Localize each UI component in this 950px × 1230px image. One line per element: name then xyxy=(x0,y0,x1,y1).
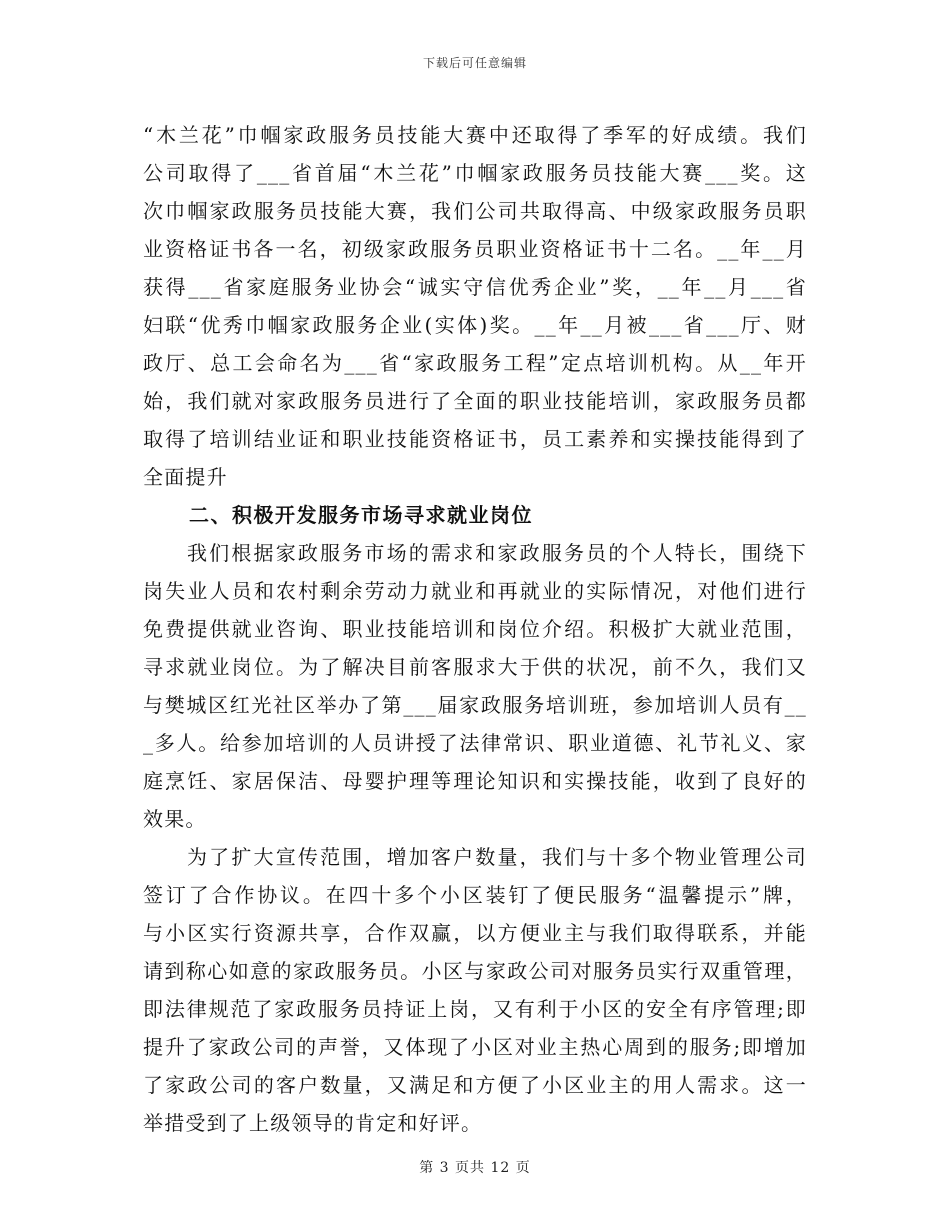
download-editable-note: 下载后可任意编辑 xyxy=(422,56,527,70)
text-line: 提升了家政公司的声誉，又体现了小区对业主热心周到的服务;即增加 xyxy=(143,1035,807,1059)
page-number: 第 3 页共 12 页 xyxy=(419,1160,531,1176)
text-line: 妇联“优秀巾帼家政服务企业(实体)奖。__年__月被___省___厅、财 xyxy=(143,313,807,337)
text-line: 与小区实行资源共享，合作双赢，以方便业主与我们取得联系，并能 xyxy=(143,921,807,945)
text-line: 效果。 xyxy=(143,807,207,831)
section-heading: 二、积极开发服务市场寻求就业岗位 xyxy=(189,503,533,527)
paragraph-employment xyxy=(143,534,807,838)
text-line: 始，我们就对家政服务员进行了全面的职业技能培训，家政服务员都 xyxy=(143,389,807,413)
text-line: 庭烹饪、家居保洁、母婴护理等理论知识和实操技能，收到了良好的 xyxy=(143,769,807,793)
text-line: 取得了培训结业证和职业技能资格证书，员工素养和实操技能得到了 xyxy=(143,427,807,451)
text-line: 即法律规范了家政服务员持证上岗，又有利于小区的安全有序管理;即 xyxy=(143,997,807,1021)
text-line: 了家政公司的客户数量，又满足和方便了小区业主的用人需求。这一 xyxy=(143,1073,807,1097)
text-line: 举措受到了上级领导的肯定和好评。 xyxy=(143,1111,483,1135)
text-line: 次巾帼家政服务员技能大赛，我们公司共取得高、中级家政服务员职 xyxy=(143,199,807,223)
text-line: 全面提升 xyxy=(143,465,228,489)
document-body xyxy=(143,116,807,1142)
text-line: 为了扩大宣传范围，增加客户数量，我们与十多个物业管理公司 xyxy=(187,845,807,869)
text-line: 政厅、总工会命名为___省“家政服务工程”定点培训机构。从__年开 xyxy=(143,351,807,375)
paragraph-awards xyxy=(143,116,807,496)
paragraph-publicity xyxy=(143,838,807,1142)
text-line: _多人。给参加培训的人员讲授了法律常识、职业道德、礼节礼义、家 xyxy=(143,731,807,755)
text-line: 岗失业人员和农村剩余劳动力就业和再就业的实际情况，对他们进行 xyxy=(143,579,807,603)
text-line: 公司取得了___省首届“木兰花”巾帼家政服务员技能大赛___奖。这 xyxy=(143,161,807,185)
text-line: 寻求就业岗位。为了解决目前客服求大于供的状况，前不久，我们又 xyxy=(143,655,807,679)
text-line: “木兰花”巾帼家政服务员技能大赛中还取得了季军的好成绩。我们 xyxy=(143,123,807,147)
text-line: 签订了合作协议。在四十多个小区装钉了便民服务“温馨提示”牌， xyxy=(143,883,807,907)
text-line: 与樊城区红光社区举办了第___届家政服务培训班，参加培训人员有__ xyxy=(143,693,807,717)
text-line: 获得___省家庭服务业协会“诚实守信优秀企业”奖，__年__月___省 xyxy=(143,275,807,299)
text-line: 免费提供就业咨询、职业技能培训和岗位介绍。积极扩大就业范围， xyxy=(143,617,807,641)
text-line: 业资格证书各一名，初级家政服务员职业资格证书十二名。__年__月 xyxy=(143,237,807,261)
text-line: 我们根据家政服务市场的需求和家政服务员的个人特长，围绕下 xyxy=(187,541,807,565)
text-line: 请到称心如意的家政服务员。小区与家政公司对服务员实行双重管理， xyxy=(143,959,807,983)
